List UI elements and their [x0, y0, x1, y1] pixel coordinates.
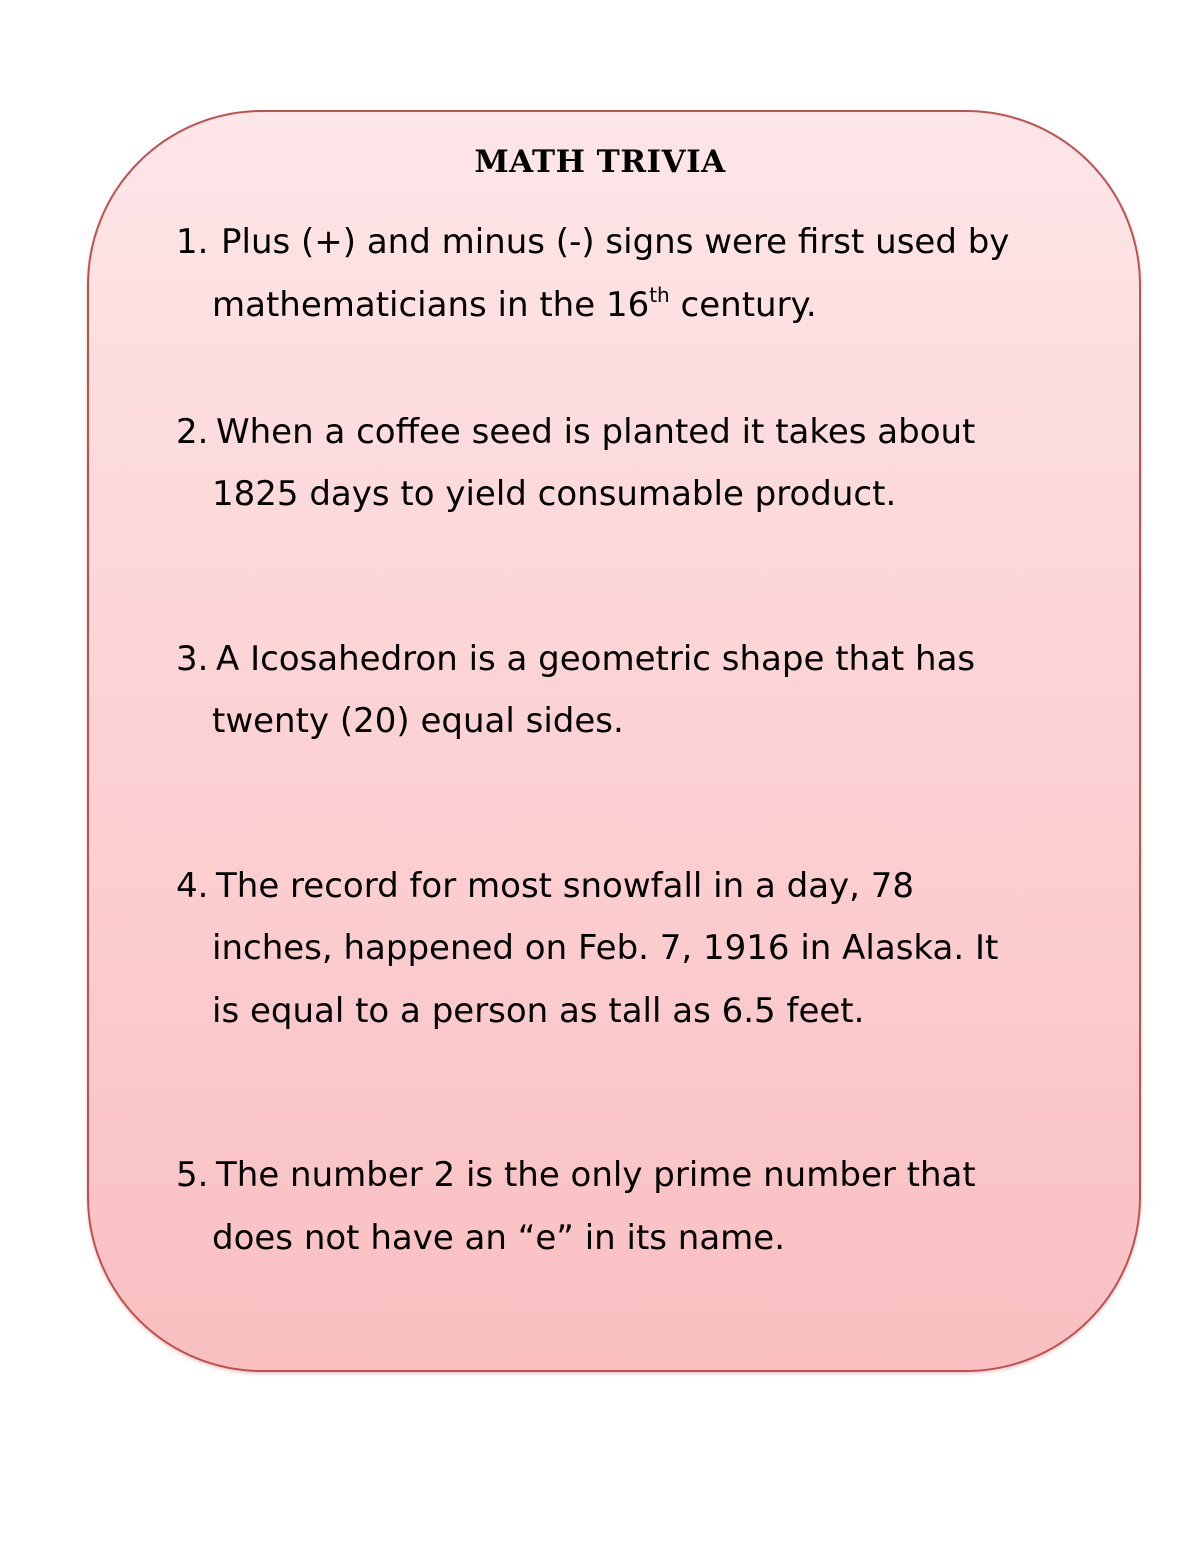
item-number: 1. [176, 222, 209, 262]
item-line: twenty (20) equal sides. [212, 701, 624, 741]
ordinal-suffix: th [649, 283, 670, 307]
item-line: The record for most snowfall in a day, 78 [216, 866, 915, 906]
item-number: 4. [176, 866, 209, 906]
item-line: is equal to a person as tall as 6.5 feet. [212, 991, 865, 1031]
item-line: 1825 days to yield consumable product. [212, 474, 897, 514]
item-line: inches, happened on Feb. 7, 1916 in Alaska. It [212, 928, 999, 968]
item-line: The number 2 is the only prime number that [216, 1155, 976, 1195]
item-line: When a coffee seed is planted it takes about [216, 412, 976, 452]
item-line: A Icosahedron is a geometric shape that has [216, 639, 976, 679]
item-line: Plus (+) and minus (-) signs were first used by [221, 222, 1010, 262]
item-number: 3. [176, 639, 209, 679]
item-line: does not have an “e” in its name. [212, 1218, 786, 1258]
page-title: MATH TRIVIA [474, 144, 726, 180]
item-number: 5. [176, 1155, 209, 1195]
item-number: 2. [176, 412, 209, 452]
item-line-text: century. [669, 285, 817, 325]
item-line-text: mathematicians in the 16 [212, 285, 650, 325]
item-line [212, 285, 817, 325]
